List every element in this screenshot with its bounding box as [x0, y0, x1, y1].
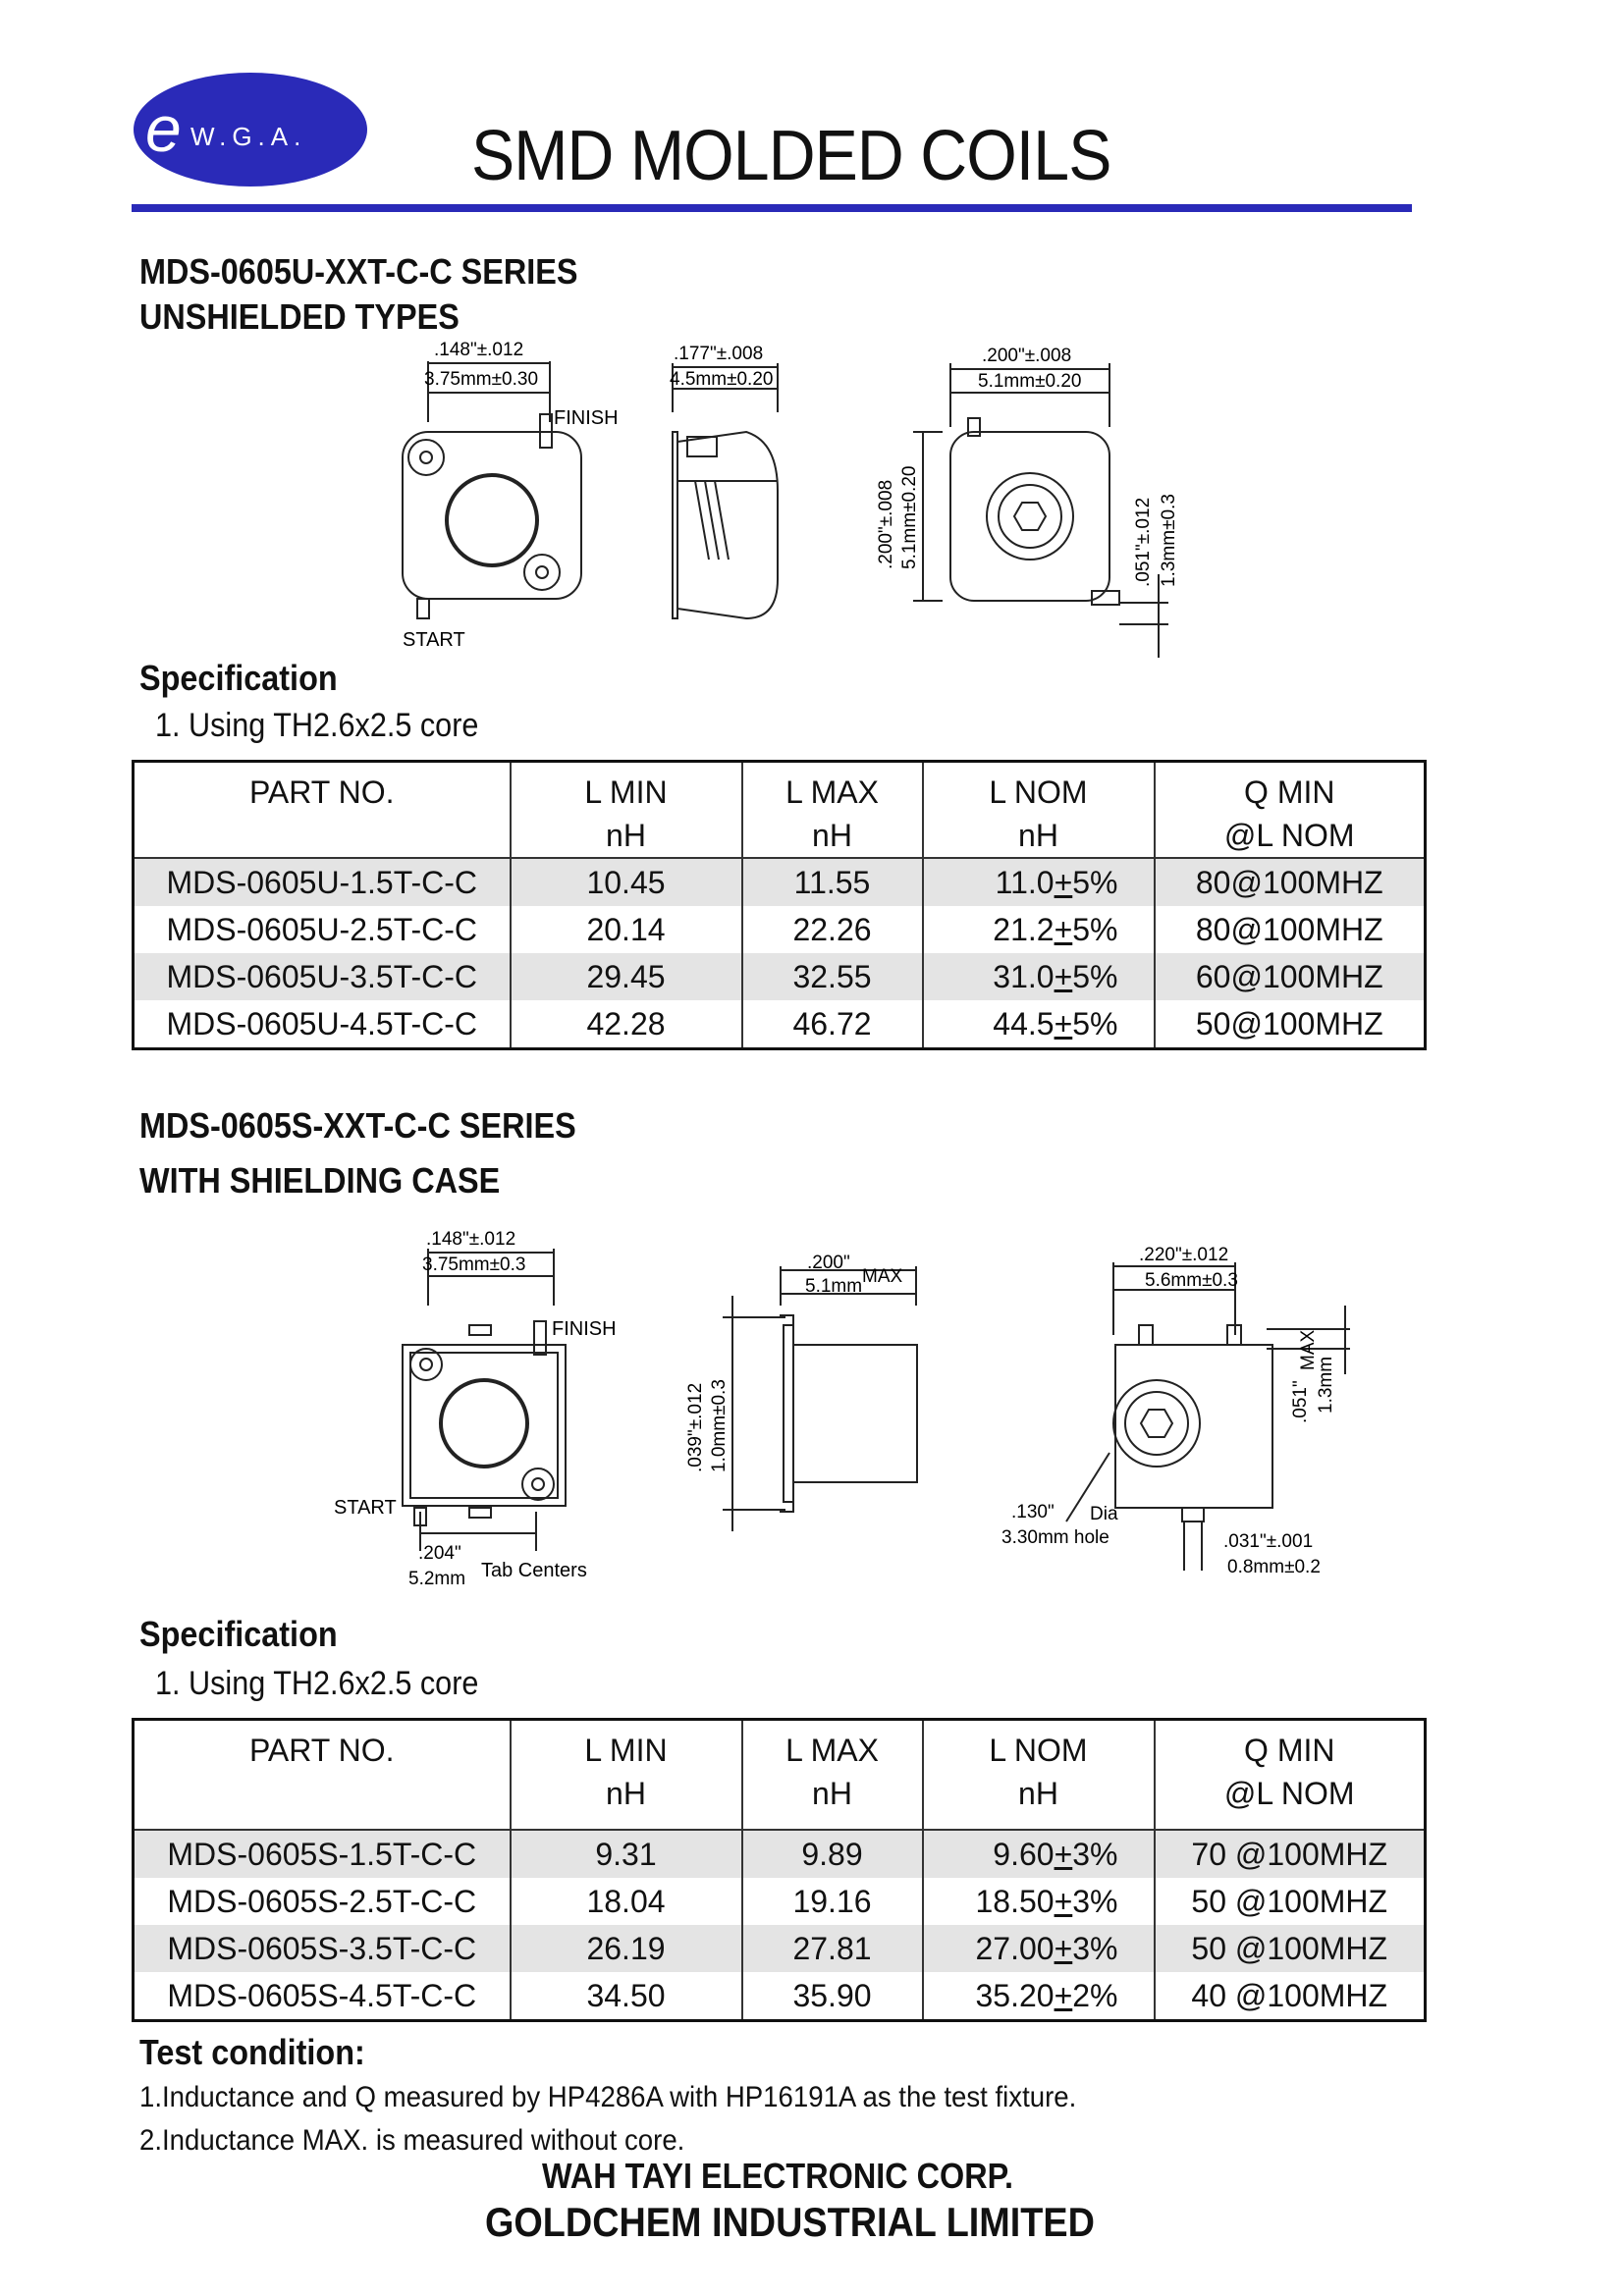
- svg-text:5.1mm±0.20: 5.1mm±0.20: [899, 465, 920, 569]
- col-q-min: Q MIN @L NOM: [1155, 762, 1426, 859]
- spec-heading-1: Specification: [139, 658, 338, 698]
- svg-text:.200"±.008: .200"±.008: [876, 479, 896, 569]
- col-l-min: L MIN nH: [511, 762, 742, 859]
- unshielded-dimension-drawing: [393, 334, 1198, 658]
- svg-text:5.2mm: 5.2mm: [408, 1569, 466, 1589]
- svg-text:.031"±.001: .031"±.001: [1223, 1531, 1314, 1552]
- svg-text:1.0mm±0.3: 1.0mm±0.3: [709, 1379, 730, 1472]
- svg-text:5.1mm±0.20: 5.1mm±0.20: [978, 371, 1082, 392]
- svg-text:3.30mm hole: 3.30mm hole: [1001, 1527, 1109, 1548]
- col-l-min: L MIN nH: [511, 1720, 742, 1831]
- svg-text:.148"±.012: .148"±.012: [426, 1229, 516, 1250]
- table-row: MDS-0605U-1.5T-C-C 10.45 11.55 11.0+5% 80@100MHZ: [134, 858, 1426, 906]
- svg-text:5.1mm: 5.1mm: [805, 1276, 863, 1297]
- col-part-no: PART NO.: [248, 774, 395, 810]
- svg-text:START: START: [334, 1497, 397, 1519]
- col-l-max: L MAX nH: [742, 762, 923, 859]
- col-l-nom: L NOM nH: [923, 762, 1155, 859]
- svg-text:4.5mm±0.20: 4.5mm±0.20: [670, 369, 774, 390]
- svg-text:Dia: Dia: [1090, 1504, 1118, 1524]
- svg-text:3.75mm±0.3: 3.75mm±0.3: [422, 1255, 526, 1275]
- series-title-unshielded: MDS-0605U-XXT-C-C SERIES: [139, 251, 578, 292]
- test-condition-line-1: 1.Inductance and Q measured by HP4286A with HP16191A as the test fixture.: [139, 2081, 1077, 2113]
- shielded-dimension-drawing: [324, 1227, 1355, 1600]
- svg-text:FINISH: FINISH: [554, 407, 619, 429]
- footer-company-1: WAH TAYI ELECTRONIC CORP.: [542, 2156, 1014, 2196]
- col-q-min: Q MIN @L NOM: [1155, 1720, 1426, 1831]
- spec-note-1: 1. Using TH2.6x2.5 core: [155, 707, 479, 744]
- svg-text:FINISH: FINISH: [552, 1318, 617, 1340]
- table-row: MDS-0605S-1.5T-C-C 9.31 9.89 9.60+3% 70 @100MHZ: [134, 1830, 1426, 1878]
- company-logo: [132, 71, 369, 188]
- svg-text:.177"±.008: .177"±.008: [674, 344, 764, 364]
- table-row: MDS-0605S-2.5T-C-C 18.04 19.16 18.50+3% 50 @100MHZ: [134, 1878, 1426, 1925]
- svg-text:.039"±.012: .039"±.012: [685, 1382, 706, 1472]
- series-title-shielded: MDS-0605S-XXT-C-C SERIES: [139, 1105, 576, 1146]
- title-rule: [132, 204, 1412, 212]
- col-part-no: PART NO.: [248, 1733, 395, 1768]
- svg-text:.130": .130": [1011, 1502, 1055, 1522]
- svg-text:START: START: [403, 629, 465, 651]
- svg-text:.148"±.012: .148"±.012: [434, 340, 524, 360]
- svg-text:MAX: MAX: [1298, 1329, 1319, 1370]
- svg-text:Tab Centers: Tab Centers: [481, 1560, 587, 1581]
- col-l-nom: L NOM nH: [923, 1720, 1155, 1831]
- table-row: MDS-0605U-4.5T-C-C 42.28 46.72 44.5+5% 50@100MHZ: [134, 1000, 1426, 1049]
- spec-table-unshielded: [132, 760, 1427, 1050]
- series-type-shielded: WITH SHIELDING CASE: [139, 1160, 501, 1201]
- svg-text:5.6mm±0.3: 5.6mm±0.3: [1145, 1270, 1238, 1291]
- footer-company-2: GOLDCHEM INDUSTRIAL LIMITED: [485, 2199, 1095, 2245]
- svg-text:.200": .200": [807, 1253, 850, 1273]
- table-row: MDS-0605S-3.5T-C-C 26.19 27.81 27.00+3% 50 @100MHZ: [134, 1925, 1426, 1972]
- table-row: MDS-0605S-4.5T-C-C 34.50 35.90 35.20+2% 40 @100MHZ: [134, 1972, 1426, 2021]
- test-condition-line-2: 2.Inductance MAX. is measured without core.: [139, 2124, 685, 2157]
- series-type-unshielded: UNSHIELDED TYPES: [139, 296, 460, 337]
- svg-text:.051": .051": [1290, 1380, 1311, 1423]
- svg-text:1.3mm±0.3: 1.3mm±0.3: [1159, 494, 1179, 587]
- spec-heading-2: Specification: [139, 1614, 338, 1654]
- table-row: MDS-0605U-2.5T-C-C 20.14 22.26 21.2+5% 80@100MHZ: [134, 906, 1426, 953]
- table-row: MDS-0605U-3.5T-C-C 29.45 32.55 31.0+5% 60@100MHZ: [134, 953, 1426, 1000]
- table-header-row: [134, 762, 1426, 859]
- svg-text:e: e: [145, 92, 182, 165]
- spec-note-2: 1. Using TH2.6x2.5 core: [155, 1665, 479, 1702]
- table-header-row: [134, 1720, 1426, 1831]
- svg-text:.220"±.012: .220"±.012: [1139, 1245, 1229, 1265]
- spec-table-shielded: [132, 1718, 1427, 2022]
- svg-text:MAX: MAX: [862, 1266, 903, 1287]
- svg-text:W.G.A.: W.G.A.: [190, 122, 307, 151]
- page-title: SMD MOLDED COILS: [471, 117, 1111, 195]
- svg-text:.200"±.008: .200"±.008: [982, 346, 1072, 366]
- col-l-max: L MAX nH: [742, 1720, 923, 1831]
- svg-text:0.8mm±0.2: 0.8mm±0.2: [1227, 1557, 1321, 1577]
- svg-text:3.75mm±0.30: 3.75mm±0.30: [424, 369, 539, 390]
- svg-text:.051"±.012: .051"±.012: [1133, 497, 1154, 587]
- svg-text:.204": .204": [418, 1543, 461, 1564]
- svg-text:1.3mm: 1.3mm: [1316, 1356, 1336, 1414]
- test-condition-heading: Test condition:: [139, 2032, 365, 2072]
